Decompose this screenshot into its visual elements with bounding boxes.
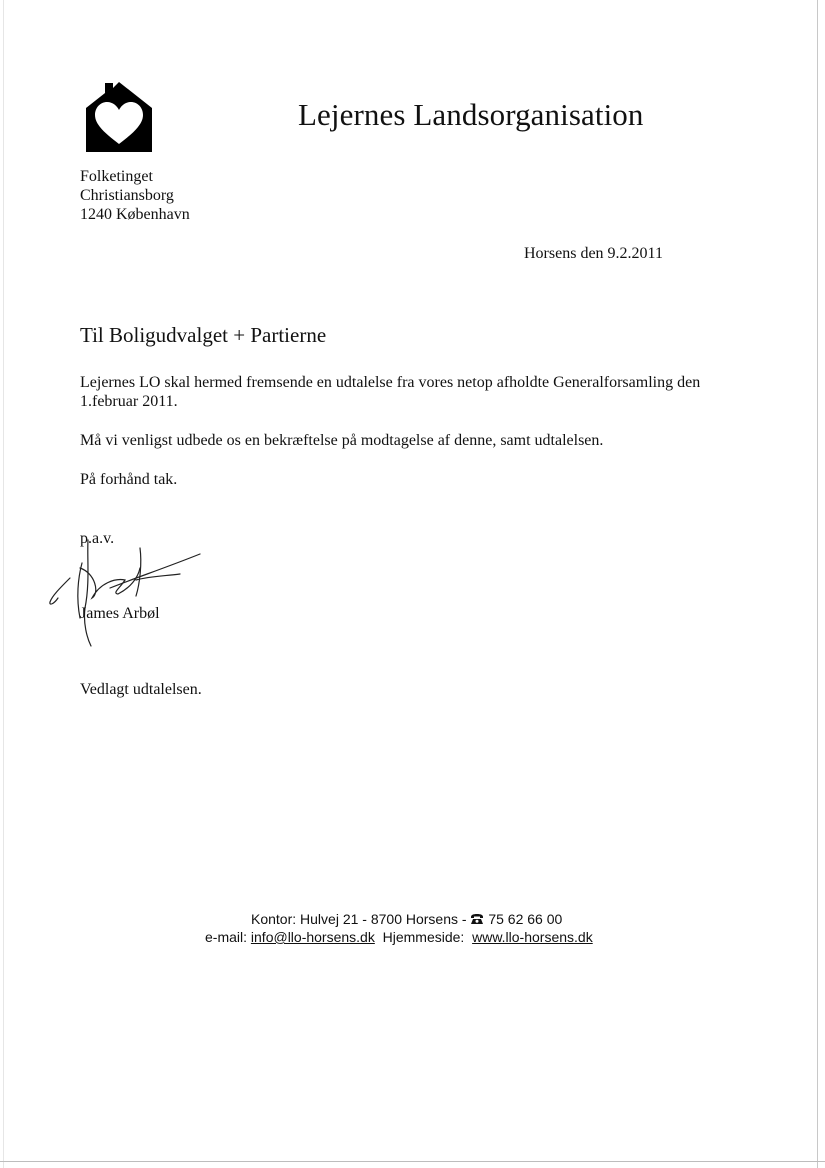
recipient-address <box>80 167 190 224</box>
email-link[interactable]: info@llo-horsens.dk <box>250 929 375 945</box>
body-paragraph: Lejernes LO skal hermed fremsende en udtalelse fra vores netop afholdte Generalforsamling den 1.februar 2011. <box>80 374 701 410</box>
recipient-line: Christiansborg <box>80 187 174 204</box>
website-label: Hjemmeside: <box>374 929 473 945</box>
signer-name: James Arbøl <box>80 605 160 622</box>
scan-edge-right <box>817 0 818 1168</box>
attachment-note: Vedlagt udtalelsen. <box>80 681 202 698</box>
recipient-line: Folketinget <box>80 168 153 185</box>
footer-office-line <box>251 910 562 928</box>
per-authorization-label: p.a.v. <box>80 530 115 547</box>
body-paragraph: På forhånd tak. <box>80 471 178 488</box>
telephone-icon <box>470 914 484 925</box>
organization-name: Lejernes Landsorganisation <box>298 97 644 132</box>
letter-subject: Til Boligudvalget + Partierne <box>80 323 327 347</box>
recipient-line: 1240 København <box>80 206 190 223</box>
footer-contact-line <box>205 928 593 946</box>
letter-body <box>80 373 740 488</box>
house-heart-icon <box>86 80 152 152</box>
office-address: Kontor: Hulvej 21 - 8700 Horsens - <box>251 911 471 927</box>
phone-number: 75 62 66 00 <box>484 911 563 927</box>
scan-edge-bottom <box>0 1161 825 1162</box>
website-link[interactable]: www.llo-horsens.dk <box>472 929 593 945</box>
email-label: e-mail: <box>205 929 251 945</box>
body-paragraph: Må vi venligst udbede os en bekræftelse på modtagelse af denne, samt udtalelsen. <box>80 432 604 449</box>
scan-edge-left <box>3 0 4 1168</box>
letter-date: Horsens den 9.2.2011 <box>524 245 663 262</box>
handwritten-signature <box>40 538 210 648</box>
